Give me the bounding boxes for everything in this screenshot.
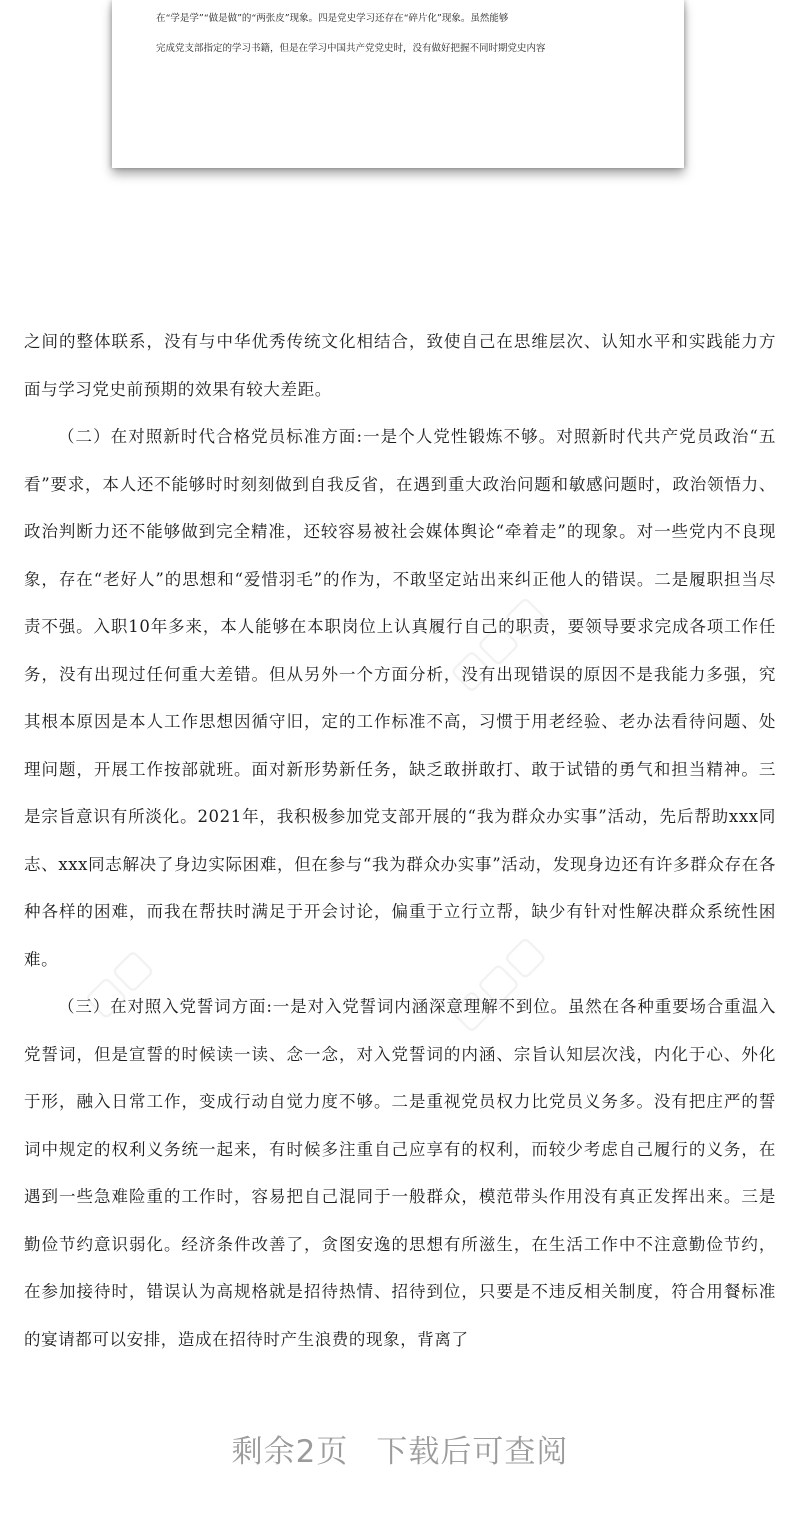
preview-line: 在“学是学”“做是做”的“两张皮”现象。四是党史学习还存在“碎片化”现象。虽然能够	[156, 13, 509, 24]
paragraph: 之间的整体联系，没有与中华优秀传统文化相结合，致使自己在思维层次、认知水平和实践能力方面与学习党史前预期的效果有较大差距。	[24, 332, 776, 399]
document-body	[24, 318, 776, 1363]
watermark-mark: ▢▢	[74, 940, 161, 1026]
watermark-mark: ▢▢▢	[440, 926, 554, 1040]
remaining-pages-text: 剩余2页	[231, 1434, 349, 1470]
download-hint-text: 下载后可查阅	[376, 1434, 569, 1470]
download-prompt[interactable]	[0, 1426, 800, 1471]
preview-line: 完成党支部指定的学习书籍，但是在学习中国共产党党史时，没有做好把握不同时期党史内容	[156, 43, 546, 54]
watermark-mark: ▢▢▢	[440, 586, 554, 700]
page-preview-card	[112, 0, 684, 168]
paragraph: （二）在对照新时代合格党员标准方面:一是个人党性锻炼不够。对照新时代共产党员政治“五看”要求，本人还不能够时时刻刻做到自我反省，在遇到重大政治问题和敏感问题时，政治领悟力、政治判断力还不能够做到完全精准，还较容易被社会媒体舆论“牵着走”的现象。对一些党内不良现象，存在“老好人”的思想和“爱惜羽毛”的作为，不敢坚定站出来纠正他人的错误。二是履职担当尽责不强。入职10年多来，本人能够在本职岗位上认真履行自己的职责，要领导要求完成各项工作任务，没有出现过任何重大差错。但从另外一个方面分析，没有出现错误的原因不是我能力多强，究其根本原因是本人工作思想因循守旧，定的工作标准不高，习惯于用老经验、老办法看待问题、处理问题，开展工作按部就班。面对新形势新任务，缺乏敢拼敢打、敢于试错的勇气和担当精神。三是宗旨意识有所淡化。2021年，我积极参加党支部开展的“我为群众办实事”活动，先后帮助xxx同志、xxx同志解决了身边实际困难，但在参与“我为群众办实事”活动，发现身边还有许多群众存在各种各样的困难，而我在帮扶时满足于开会讨论，偏重于立行立帮，缺少有针对性解决群众系统性困难。	[24, 427, 776, 969]
paragraph: （三）在对照入党誓词方面:一是对入党誓词内涵深意理解不到位。虽然在各种重要场合重温入党誓词，但是宣誓的时候读一读、念一念，对入党誓词的内涵、宗旨认知层次浅，内化于心、外化于形，融入日常工作，变成行动自觉力度不够。二是重视党员权力比党员义务多。没有把庄严的誓词中规定的权利义务统一起来，有时候多注重自己应享有的权利，而较少考虑自己履行的义务，在遇到一些急难险重的工作时，容易把自己混同于一般群众，模范带头作用没有真正发挥出来。三是勤俭节约意识弱化。经济条件改善了，贪图安逸的思想有所滋生，在生活工作中不注意勤俭节约，在参加接待时，错误认为高规格就是招待热情、招待到位，只要是不违反相关制度，符合用餐标准的宴请都可以安排，造成在招待时产生浪费的现象，背离了	[24, 997, 776, 1349]
